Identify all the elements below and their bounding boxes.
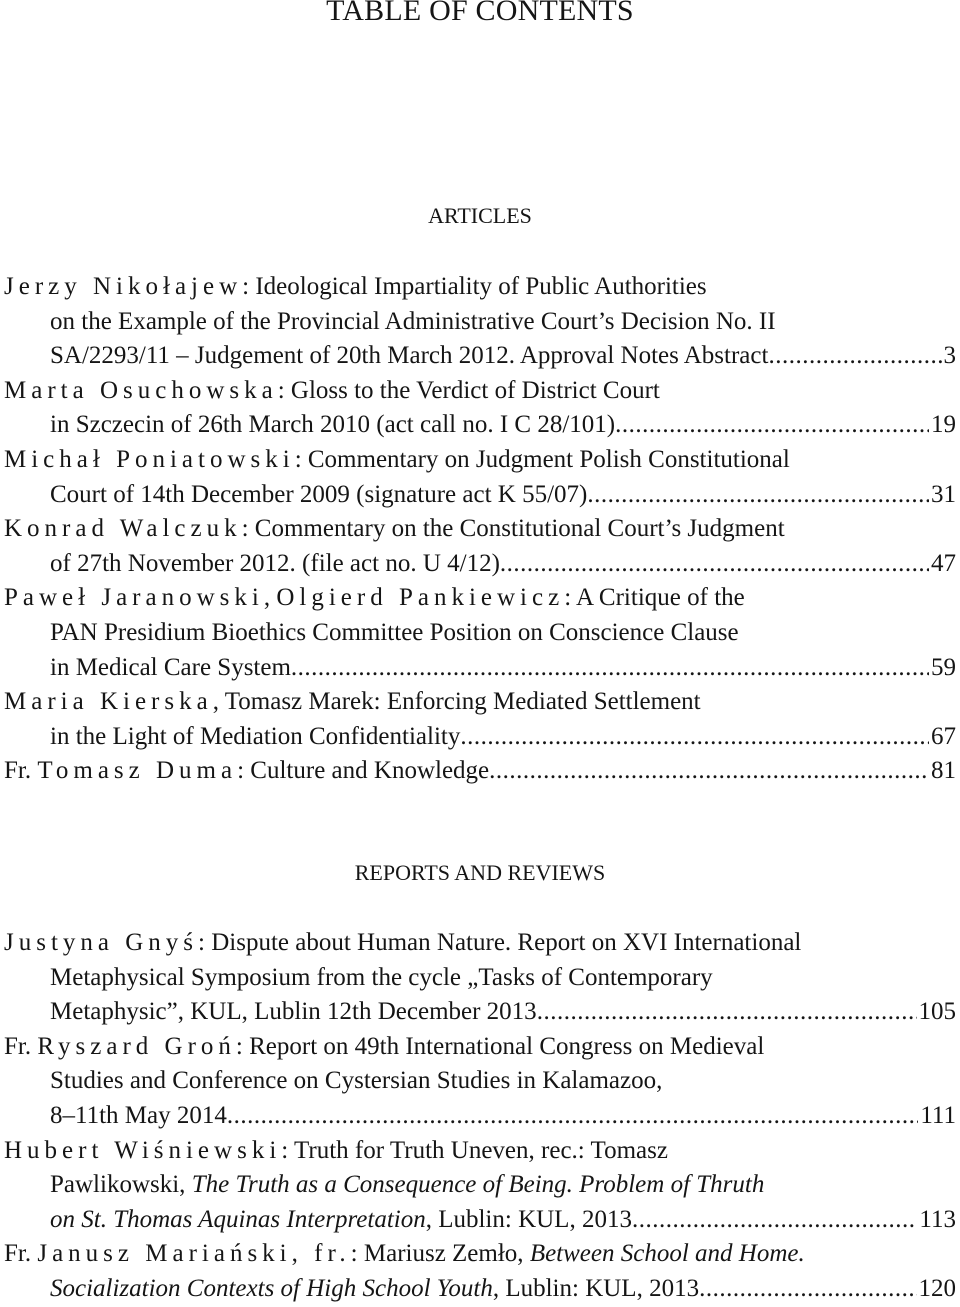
page-number: 19 bbox=[931, 411, 956, 439]
dot-leader bbox=[587, 478, 929, 513]
page-number: 120 bbox=[918, 1274, 956, 1302]
entry-author: Michał Poniatowski bbox=[4, 445, 295, 473]
toc-entry[interactable]: Paweł Jaranowski, Olgierd Pankiewicz: A Critique of the PAN Presidium Bioethics Committee Position on Conscience Clause in Medical Care System ..... 59 bbox=[0, 581, 960, 685]
page-number: 67 bbox=[931, 722, 956, 750]
entry-author: Tomasz Duma bbox=[37, 757, 238, 785]
toc-entry[interactable]: Hubert Wiśniewski: Truth for Truth Uneven, rec.: Tomasz Pawlikowski, The Truth as a Consequence of Being. Problem of Thruth on St. Thomas Aquinas Interpretation, Lublin: KUL, 2013 ..... 113 bbox=[0, 1134, 960, 1238]
entry-author: Konrad Walczuk bbox=[4, 515, 242, 543]
page-title: TABLE OF CONTENTS bbox=[326, 0, 634, 27]
toc-entry[interactable]: Maria Kierska, Tomasz Marek: Enforcing Mediated Settlement in the Light of Mediation Confidentiality ..... 67 bbox=[0, 685, 960, 754]
toc-entry[interactable]: Fr. Ryszard Groń: Report on 49th International Congress on Medieval Studies and Conference on Cystersian Studies in Kalamazoo, 8–11th May 2014 ..... 111 bbox=[0, 1030, 960, 1134]
toc-entry[interactable]: Michał Poniatowski: Commentary on Judgment Polish Constitutional Court of 14th December 2009 (signature act K 55/07) ..... 31 bbox=[0, 443, 960, 512]
entry-author: Hubert Wiśniewski bbox=[4, 1136, 282, 1164]
reports-list bbox=[0, 926, 960, 1307]
dot-leader bbox=[699, 1272, 916, 1307]
dot-leader bbox=[227, 1099, 919, 1134]
entry-author: Maria Kierska bbox=[4, 688, 213, 716]
entry-author: Janusz Mariański bbox=[37, 1240, 292, 1268]
entry-author: Marta Osuchowska bbox=[4, 376, 278, 404]
toc-entry[interactable]: Jerzy Nikołajew: Ideological Impartiality of Public Authorities on the Example of the Provincial Administrative Court’s Decision No. II SA/2293/11 – Judgement of 20th March 2012. Approval Notes Abstract ..... 3 bbox=[0, 270, 960, 374]
dot-leader bbox=[615, 408, 929, 443]
toc-entry[interactable]: Justyna Gnyś: Dispute about Human Nature. Report on XVI International Metaphysical Symposium from the cycle „Tasks of Contemporary Metaphysic”, KUL, Lublin 12th December 2013 ..... 105 bbox=[0, 926, 960, 1030]
toc-entry[interactable]: Fr. Janusz Mariański, fr.: Mariusz Zemło, Between School and Home. Socialization Contexts of High School Youth, Lublin: KUL, 2013 ..... 120 bbox=[0, 1237, 960, 1306]
page-number: 59 bbox=[931, 653, 956, 681]
page-number: 113 bbox=[919, 1205, 956, 1233]
entry-author: Justyna Gnyś bbox=[4, 929, 199, 956]
entry-author: Jerzy Nikołajew bbox=[4, 273, 243, 300]
articles-list bbox=[0, 270, 960, 789]
section-heading-articles: ARTICLES bbox=[428, 203, 532, 228]
toc-entry[interactable]: Marta Osuchowska: Gloss to the Verdict of District Court in Szczecin of 26th March 2010 (act call no. I C 28/101) ..... 19 bbox=[0, 374, 960, 443]
dot-leader bbox=[460, 720, 929, 755]
dot-leader bbox=[632, 1203, 917, 1238]
dot-leader bbox=[291, 651, 929, 686]
page-number: 111 bbox=[920, 1101, 956, 1129]
page-number: 31 bbox=[931, 480, 956, 508]
page-number: 3 bbox=[943, 342, 956, 370]
dot-leader bbox=[489, 754, 929, 789]
page-number: 105 bbox=[918, 998, 956, 1026]
page-number: 47 bbox=[931, 549, 956, 577]
entry-author: Ryszard Groń bbox=[37, 1032, 236, 1060]
page-number: 81 bbox=[931, 757, 956, 785]
dot-leader bbox=[500, 547, 929, 582]
entry-author: Paweł Jaranowski bbox=[4, 584, 264, 612]
dot-leader bbox=[768, 339, 941, 374]
entry-author: Olgierd Pankiewicz bbox=[276, 584, 565, 612]
section-heading-reports: REPORTS AND REVIEWS bbox=[354, 860, 606, 885]
toc-entry[interactable]: Fr. Tomasz Duma: Culture and Knowledge ..... 81 bbox=[0, 754, 960, 789]
dot-leader bbox=[537, 995, 917, 1030]
toc-entry[interactable]: Konrad Walczuk: Commentary on the Constitutional Court’s Judgment of 27th November 2012. (file act no. U 4/12) ..... 47 bbox=[0, 512, 960, 581]
